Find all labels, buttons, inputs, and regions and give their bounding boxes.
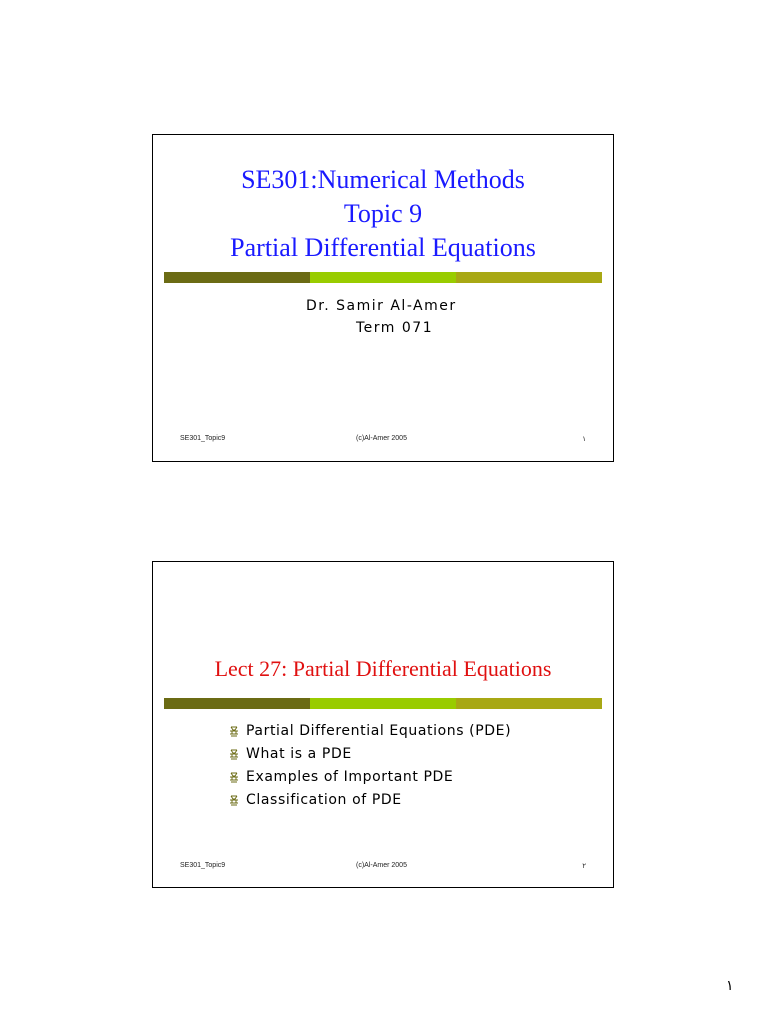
bullet-text: What is a PDE [246, 746, 352, 762]
topic-title: Partial Differential Equations [230, 233, 536, 262]
divider-segment-green [310, 698, 456, 709]
course-title: SE301:Numerical Methods [241, 165, 525, 194]
title-divider [164, 272, 602, 283]
page-number: ١ [726, 978, 734, 994]
list-item [229, 789, 511, 812]
list-item [229, 766, 511, 789]
footer-slide-number: ١ [582, 436, 586, 443]
slide-2 [152, 561, 614, 888]
title-divider [164, 698, 602, 709]
slide-1 [152, 134, 614, 462]
list-item [229, 720, 511, 743]
bullet-text: Partial Differential Equations (PDE) [246, 723, 512, 739]
footer-copyright: (c)Al-Amer 2005 [356, 435, 407, 442]
bullet-icon [229, 795, 239, 806]
list-item [229, 743, 511, 766]
bullet-icon [229, 749, 239, 760]
bullet-icon [229, 726, 239, 737]
divider-segment-olive [456, 272, 602, 283]
divider-segment-green [310, 272, 456, 283]
bullet-text: Examples of Important PDE [246, 769, 454, 785]
bullet-list [229, 720, 511, 812]
divider-segment-dark [164, 272, 310, 283]
footer-course: SE301_Topic9 [180, 435, 226, 442]
lecture-title: Lect 27: Partial Differential Equations [214, 656, 552, 681]
slide-1-title [153, 163, 613, 265]
author-name: Dr. Samir Al-Amer [306, 298, 457, 314]
footer-course: SE301_Topic9 [180, 862, 226, 869]
topic-number: Topic 9 [343, 199, 423, 228]
divider-segment-dark [164, 698, 310, 709]
footer-copyright: (c)Al-Amer 2005 [356, 862, 407, 869]
bullet-text: Classification of PDE [246, 792, 402, 808]
term-label: Term 071 [356, 320, 434, 336]
footer-slide-number: ٢ [582, 863, 586, 870]
bullet-icon [229, 772, 239, 783]
divider-segment-olive [456, 698, 602, 709]
